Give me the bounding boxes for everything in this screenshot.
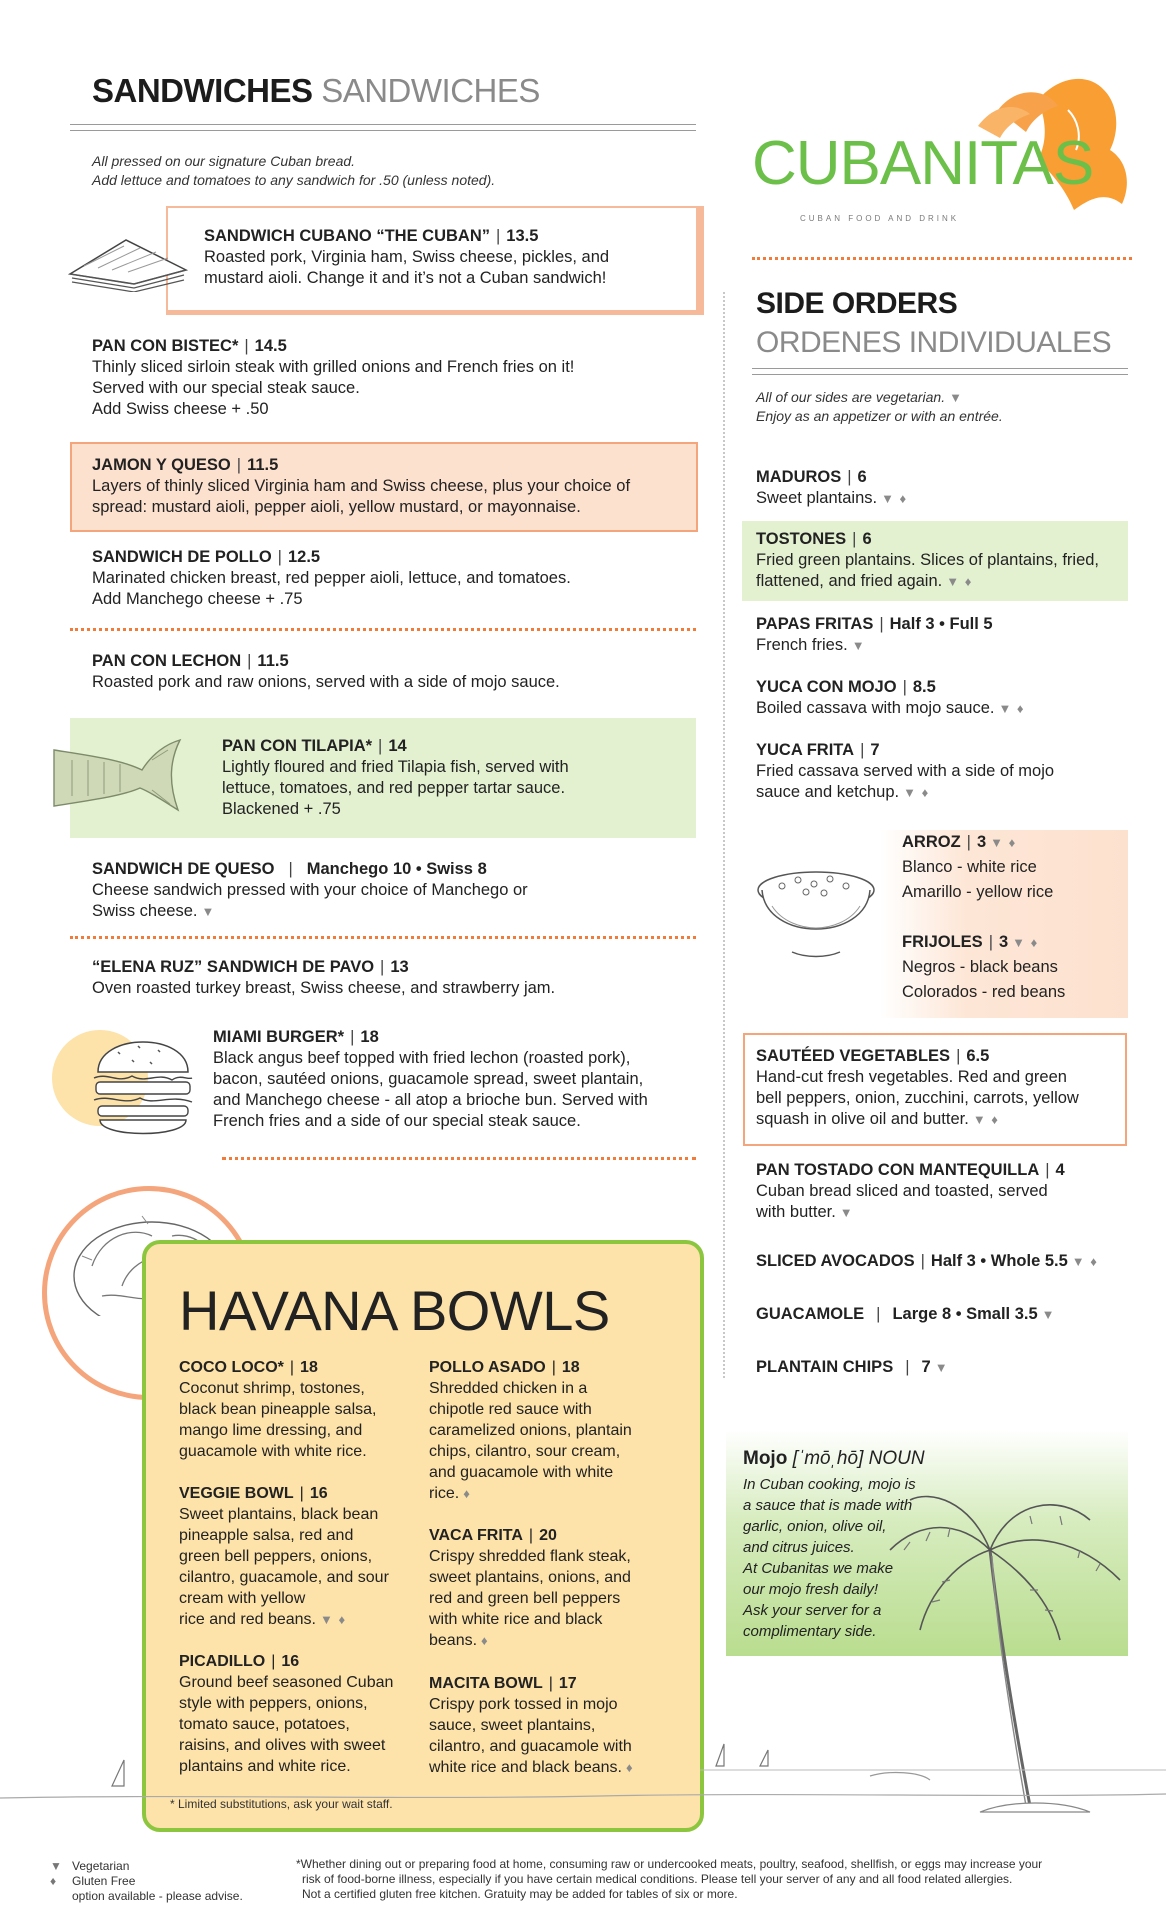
vegetarian-gluten-free-icon: ▼ ♦ <box>1012 935 1039 950</box>
side-item-sauteed-vegetables: SAUTÉED VEGETABLES | 6.5 Hand-cut fresh vegetables. Red and green bell peppers, onion, zucchini, carrots, yellow squash in olive oil and butter. ▼ ♦ <box>756 1047 1079 1128</box>
side-item-yuca-frita: YUCA FRITA | 7 Fried cassava served with a side of mojo sauce and ketchup. ▼ ♦ <box>756 741 1055 801</box>
vegetarian-icon: ▼ <box>201 904 216 919</box>
havana-bowls-title: HAVANA BOWLS <box>179 1279 610 1342</box>
divider-dots <box>222 1157 696 1160</box>
brand-tagline: CUBAN FOOD AND DRINK <box>800 214 960 223</box>
fish-tail-illustration <box>52 730 182 824</box>
sandwich-illustration <box>64 236 190 292</box>
side-item-pan-tostado: PAN TOSTADO CON MANTEQUILLA | 4 Cuban bread sliced and toasted, served with butter. ▼ <box>756 1161 1065 1221</box>
vegetarian-gluten-free-icon: ▼ ♦ <box>998 701 1025 716</box>
gluten-free-icon: ♦ <box>626 1760 634 1775</box>
bowl-item-veggie-bowl: VEGGIE BOWL | 16 Sweet plantains, black bean pineapple salsa, red and green bell peppers, onions, cilantro, guacamole, and sour cream with yellow rice and red beans. ▼ ♦ <box>179 1485 389 1628</box>
sandwiches-title-es: SANDWICHES <box>321 72 540 109</box>
disclaimer: *Whether dining out or preparing food at home, consuming raw or undercooked meats, poultry, seafood, shellfish, or eggs may increase your risk of food-borne illness, especially if you have certain medical conditions. Please tell your server of any and all food related allergies. Not a certified gluten free kitchen. Gratuity may be added for tables of six or more. <box>296 1857 1043 1901</box>
rice-bowl-illustration <box>752 862 880 974</box>
side-item-plantain-chips: PLANTAIN CHIPS | 7 ▼ <box>756 1358 949 1376</box>
side-item-guacamole: GUACAMOLE | Large 8 • Small 3.5 ▼ <box>756 1305 1056 1323</box>
vegetarian-gluten-free-icon: ▼ ♦ <box>319 1612 347 1627</box>
vegetarian-icon: ▼ <box>934 1360 949 1375</box>
vegetarian-icon: ▼ <box>839 1205 854 1220</box>
mojo-definition: In Cuban cooking, mojo is a sauce that is made with garlic, onion, olive oil, and citrus juices. At Cubanitas we make our mojo fresh daily! Ask your server for a complimentary side. <box>743 1476 916 1640</box>
side-item-yuca-con-mojo: YUCA CON MOJO | 8.5 Boiled cassava with mojo sauce. ▼ ♦ <box>756 678 1025 717</box>
bowl-item-pollo-asado: POLLO ASADO | 18 Shredded chicken in a chipotle red sauce with caramelized onions, plantain chips, cilantro, sour cream, and guacamole with white rice. ♦ <box>429 1359 632 1502</box>
mojo-heading: Mojo [ˈmōˌhō] NOUN <box>743 1448 925 1469</box>
sandwiches-title <box>92 72 540 110</box>
menu-item-pan-con-tilapia: PAN CON TILAPIA* | 14 Lightly floured and fried Tilapia fish, served with lettuce, tomatoes, and red pepper tartar sauce. Blackened + .75 <box>222 737 569 818</box>
vegetarian-gluten-free-icon: ▼ ♦ <box>946 574 973 589</box>
menu-item-sandwich-de-pollo: SANDWICH DE POLLO | 12.5 Marinated chicken breast, red pepper aioli, lettuce, and tomatoes. Add Manchego cheese + .75 <box>92 548 571 608</box>
side-item-maduros: MADUROS | 6 Sweet plantains. ▼ ♦ <box>756 468 908 507</box>
divider-dots <box>752 257 1132 260</box>
side-orders-rule <box>752 368 1128 375</box>
vegetarian-gluten-free-icon: ▼ ♦ <box>972 1112 999 1127</box>
vegetarian-icon: ▼ <box>949 390 963 405</box>
vegetarian-gluten-free-icon: ▼ ♦ <box>881 491 908 506</box>
side-item-tostones: TOSTONES | 6 Fried green plantains. Slices of plantains, fried, flattened, and fried again. ▼ ♦ <box>756 530 1100 590</box>
vegetarian-icon: ▼ <box>851 638 866 653</box>
divider-dots <box>70 936 696 939</box>
vegetarian-icon: ▼ <box>1041 1307 1056 1322</box>
side-orders-title-es: ORDENES INDIVIDUALES <box>756 326 1112 359</box>
sandwiches-title-en: SANDWICHES <box>92 72 313 109</box>
gluten-free-icon: ♦ <box>463 1486 471 1501</box>
beach-illustration <box>0 1720 1166 1830</box>
vegetarian-icon: ▼ <box>50 1859 62 1873</box>
gluten-free-icon: ♦ <box>481 1633 489 1648</box>
bowl-item-macita-bowl: MACITA BOWL | 17 Crispy pork tossed in mojo sauce, sweet plantains, cilantro, and guacamole with white rice and black beans. ♦ <box>429 1675 634 1776</box>
brand-name: CUBANITAS <box>752 129 1094 198</box>
burger-illustration <box>88 1022 198 1142</box>
bowl-item-coco-loco: COCO LOCO* | 18 Coconut shrimp, tostones, black bean pineapple salsa, mango lime dressing, and guacamole with white rice. <box>179 1359 377 1460</box>
side-orders-intro: All of our sides are vegetarian. ▼ Enjoy as an appetizer or with an entrée. <box>756 389 1003 424</box>
vegetarian-gluten-free-icon: ▼ ♦ <box>903 785 930 800</box>
side-item-arroz: ARROZ | 3 ▼ ♦ Blanco - white rice Amarillo - yellow rice <box>902 833 1054 901</box>
menu-item-miami-burger: MIAMI BURGER* | 18 Black angus beef topped with fried lechon (roasted pork), bacon, sautéed onions, guacamole spread, sweet plantain, and Manchego cheese - all atop a brioche bun. Served with French fries and a side of our special steak sauce. <box>213 1028 648 1130</box>
menu-item-pan-con-bistec: PAN CON BISTEC* | 14.5 Thinly sliced sirloin steak with grilled onions and French fries on it! Served with our special steak sauce. Add Swiss cheese + .50 <box>92 337 575 418</box>
legend: ▼ Vegetarian ♦ Gluten Free option available - please advise. <box>50 1859 243 1903</box>
menu-item-elena-ruz: “ELENA RUZ” SANDWICH DE PAVO | 13 Oven roasted turkey breast, Swiss cheese, and strawberry jam. <box>92 958 556 997</box>
bowl-item-picadillo: PICADILLO | 16 Ground beef seasoned Cuban style with peppers, onions, tomato sauce, potatoes, raisins, and olives with sweet plantains and white rice. <box>179 1653 394 1775</box>
column-divider <box>723 292 725 1378</box>
menu-item-cubano: SANDWICH CUBANO “THE CUBAN” | 13.5 Roasted pork, Virginia ham, Swiss cheese, pickles, and mustard aioli. Change it and it’s not a Cuban sandwich! <box>204 227 610 287</box>
vegetarian-gluten-free-icon: ▼ ♦ <box>990 835 1017 850</box>
sandwiches-rule <box>70 124 696 131</box>
menu-item-pan-con-lechon: PAN CON LECHON | 11.5 Roasted pork and raw onions, served with a side of mojo sauce. <box>92 652 560 691</box>
side-item-sliced-avocados: SLICED AVOCADOS | Half 3 • Whole 5.5 ▼ ♦ <box>756 1252 1098 1270</box>
sandwiches-intro: All pressed on our signature Cuban bread. Add lettuce and tomatoes to any sandwich for .50 (unless noted). <box>92 153 496 188</box>
side-item-frijoles: FRIJOLES | 3 ▼ ♦ Negros - black beans Colorados - red beans <box>902 933 1066 1001</box>
vegetarian-gluten-free-icon: ▼ ♦ <box>1071 1254 1098 1269</box>
gluten-free-icon: ♦ <box>50 1874 57 1888</box>
bowl-item-vaca-frita: VACA FRITA | 20 Crispy shredded flank steak, sweet plantains, onions, and red and green bell peppers with white rice and black beans. ♦ <box>429 1527 631 1649</box>
side-orders-title: SIDE ORDERS <box>756 287 958 320</box>
menu-item-sandwich-de-queso: SANDWICH DE QUESO | Manchego 10 • Swiss 8 Cheese sandwich pressed with your choice of Manchego or Swiss cheese. ▼ <box>92 860 528 920</box>
menu-item-jamon-y-queso: JAMON Y QUESO | 11.5 Layers of thinly sliced Virginia ham and Swiss cheese, plus your choice of spread: mustard aioli, pepper aioli, yellow mustard, or mayonnaise. <box>92 456 631 516</box>
divider-dots <box>70 628 696 631</box>
side-item-papas-fritas: PAPAS FRITAS | Half 3 • Full 5 French fries. ▼ <box>756 615 993 654</box>
bowls-note: * Limited substitutions, ask your wait staff. <box>170 1797 393 1811</box>
